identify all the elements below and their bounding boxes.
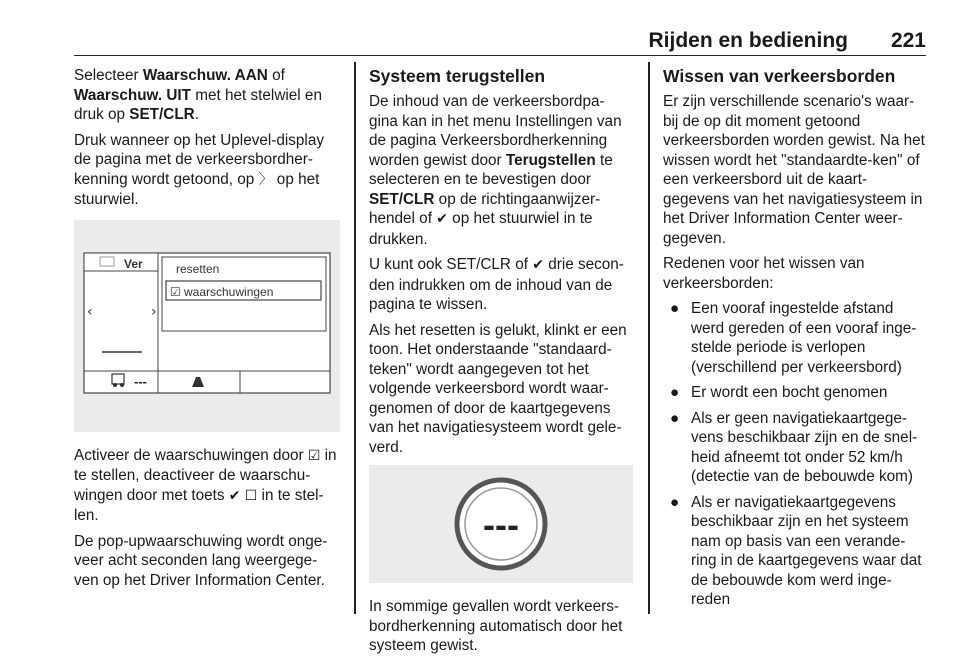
bold-term: SET/CLR [129, 106, 195, 123]
checkbox-empty-icon: ☐ [244, 487, 258, 504]
display-illustration [74, 220, 340, 432]
chevron-left-icon: ‹ [87, 303, 93, 320]
bullet-icon: ● [670, 300, 680, 317]
column-2 [369, 66, 633, 662]
sign-dashes: --- [483, 504, 519, 545]
text: . [194, 106, 199, 123]
dashes: --- [134, 373, 147, 389]
standard-sign-graphic [369, 465, 633, 583]
text: met het stelwiel en druk op [74, 86, 322, 123]
column-divider [354, 62, 356, 614]
paragraph: In sommige gevallen wordt verkeers-bordherkenning automatisch door het systeem gewist. [369, 598, 623, 654]
uplevel-display-graphic [74, 220, 340, 432]
paragraph [74, 131, 340, 210]
menu-item-resetten: resetten [176, 261, 220, 276]
bullet-list [663, 299, 927, 610]
checkbox-checked-icon: ☑ [307, 447, 321, 464]
text: drie secon-den indrukken om de inhoud van de pagina te wissen. [369, 256, 624, 313]
bold-term: Terugstellen [505, 151, 596, 169]
text: in te stellen, deactiveer de waarschu-wingen door met toets [74, 446, 337, 504]
paragraph [74, 446, 340, 526]
list-item-text: Er wordt een bocht genomen [691, 384, 888, 401]
chevron-right-icon: 〉 [258, 171, 273, 188]
menu-item-waarschuwingen: waarschuwingen [184, 284, 274, 299]
text: te selecteren en te bevestigen door [369, 151, 613, 188]
list-item-text: Als er navigatiekaartgegevens beschikbaar zijn en het systeem nam op basis van een verande-ring in de kaartgegevens waar dat de bebouwde kom werd inge-reden [691, 493, 922, 608]
tab-label: Ver [124, 256, 143, 271]
column-1 [74, 66, 340, 596]
paragraph: De pop-upwaarschuwing wordt onge-veer acht seconden lang weergege-ven op het Driver Information Center. [74, 532, 328, 589]
page-header [74, 26, 926, 56]
list-item-text: Een vooraf ingestelde afstand werd gereden of een vooraf inge-stelde periode is verlopen (verschillend per verkeersbord) [691, 300, 917, 376]
column-3 [663, 66, 927, 616]
list-item [663, 409, 927, 487]
text: De inhoud van de verkeersbordpa-gina kan in het menu Instellingen van de pagina Verkeersbordherkenning worden gewist door [369, 93, 622, 169]
text: U kunt ook SET/CLR of [369, 256, 533, 273]
checkmark-icon: ✔ [228, 487, 241, 504]
text: Activeer de waarschuwingen door [74, 446, 308, 464]
text: in te stel-len. [74, 486, 324, 524]
paragraph: Redenen voor het wissen van verkeersborden: [663, 255, 865, 292]
bullet-icon: ● [670, 384, 680, 401]
list-item-text: Als er geen navigatiekaartgege-vens beschikbaar zijn en de snel-heid afneemt tot onder 52 km/h (detectie van de bebouwde kom) [691, 409, 918, 485]
bold-term: Waarschuw. UIT [74, 86, 192, 104]
checkmark-icon: ✔ [532, 257, 544, 273]
checkmark-icon: ✔ [436, 211, 448, 227]
list-item [663, 299, 927, 377]
bold-term: Waarschuw. AAN [142, 67, 268, 84]
page-number: 221 [890, 29, 926, 52]
paragraph [369, 92, 633, 249]
bold-term: SET/CLR [369, 190, 435, 208]
paragraph: Als het resetten is gelukt, klinkt er een toon. Het onderstaande "standaard-teken" wordt aangegeven tot het volgende verkeersbord wordt waar-genomen of door de kaartgegevens van het navigatiesysteem wordt gele-verd. [369, 321, 627, 456]
bullet-icon: ● [670, 409, 680, 427]
paragraph [74, 66, 340, 125]
chevron-right-icon: › [151, 303, 157, 320]
paragraph [369, 255, 633, 315]
text: Selecteer [74, 67, 143, 84]
standard-sign-illustration [369, 465, 633, 583]
check-icon: ☑ [170, 284, 181, 299]
bullet-icon: ● [670, 493, 680, 511]
text: op het stuurwiel in te drukken. [369, 210, 593, 248]
column-divider [648, 62, 650, 614]
section-heading: Wissen van verkeersborden [663, 66, 896, 86]
paragraph: Er zijn verschillende scenario's waar-bij de op dit moment getoond verkeersborden worden gewist. Na het wissen wordt het "standaardte-ken" of een verkeersbord uit de kaart-gegevens van het navigatiesysteem in het Driver Information Center weer-gegeven. [663, 93, 925, 247]
text: op het stuurwiel. [74, 170, 320, 208]
list-item [663, 493, 927, 610]
section-heading: Systeem terugstellen [369, 66, 546, 86]
text: Druk wanneer op het Uplevel-display de pagina met de verkeersbordher-kenning wordt getoond, op [74, 131, 324, 188]
text: op de richtingaanwijzer-hendel of [369, 190, 601, 227]
page-title: Rijden en bediening [648, 29, 848, 52]
text: of [267, 67, 285, 84]
list-item [663, 383, 927, 403]
